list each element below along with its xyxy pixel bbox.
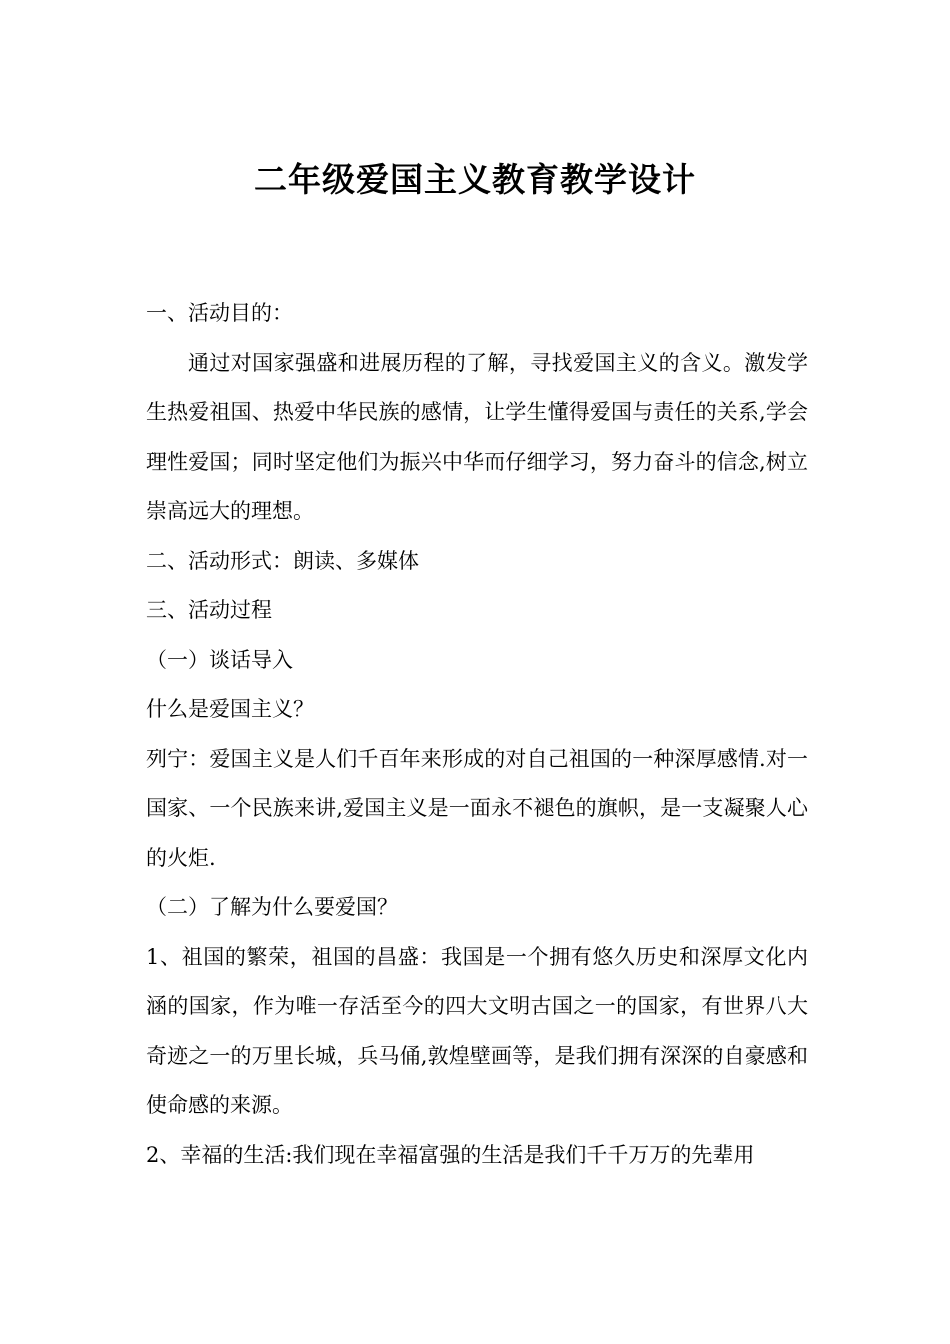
document-body: [146, 289, 808, 1180]
paragraph-happy-life: 2、幸福的生活:我们现在幸福富强的生活是我们千千万万的先辈用: [146, 1142, 755, 1167]
paragraph-purpose: 通过对国家强盛和进展历程的了解，寻找爱国主义的含义。激发学生热爱祖国、热爱中华民族的感情，让学生懂得爱国与责任的关系,学会理性爱国；同时坚定他们为振兴中华而仔细学习，努力奋斗的信念,树立崇高远大的理想。: [146, 350, 808, 523]
section-heading-form: 二、活动形式：朗读、多媒体: [146, 548, 419, 573]
subsection-heading-intro: （一）谈话导入: [146, 647, 293, 672]
paragraph-lenin-quote: 列宁：爱国主义是人们千百年来形成的对自己祖国的一种深厚感情.对一国家、一个民族来讲,爱国主义是一面永不褪色的旗帜，是一支凝聚人心的火炬.: [146, 746, 808, 870]
paragraph-prosperity: 1、祖国的繁荣，祖国的昌盛：我国是一个拥有悠久历史和深厚文化内涵的国家，作为唯一存活至今的四大文明古国之一的国家，有世界八大奇迹之一的万里长城，兵马俑,敦煌壁画等，是我们拥有深深的自豪感和使命感的来源。: [146, 944, 808, 1117]
section-heading-process: 三、活动过程: [146, 598, 272, 622]
subsection-heading-why: （二）了解为什么要爱国？: [146, 895, 398, 919]
question-line: 什么是爱国主义？: [146, 697, 314, 721]
page-title: 二年级爱国主义教育教学设计: [254, 160, 696, 199]
section-heading-purpose: 一、活动目的：: [146, 301, 293, 325]
